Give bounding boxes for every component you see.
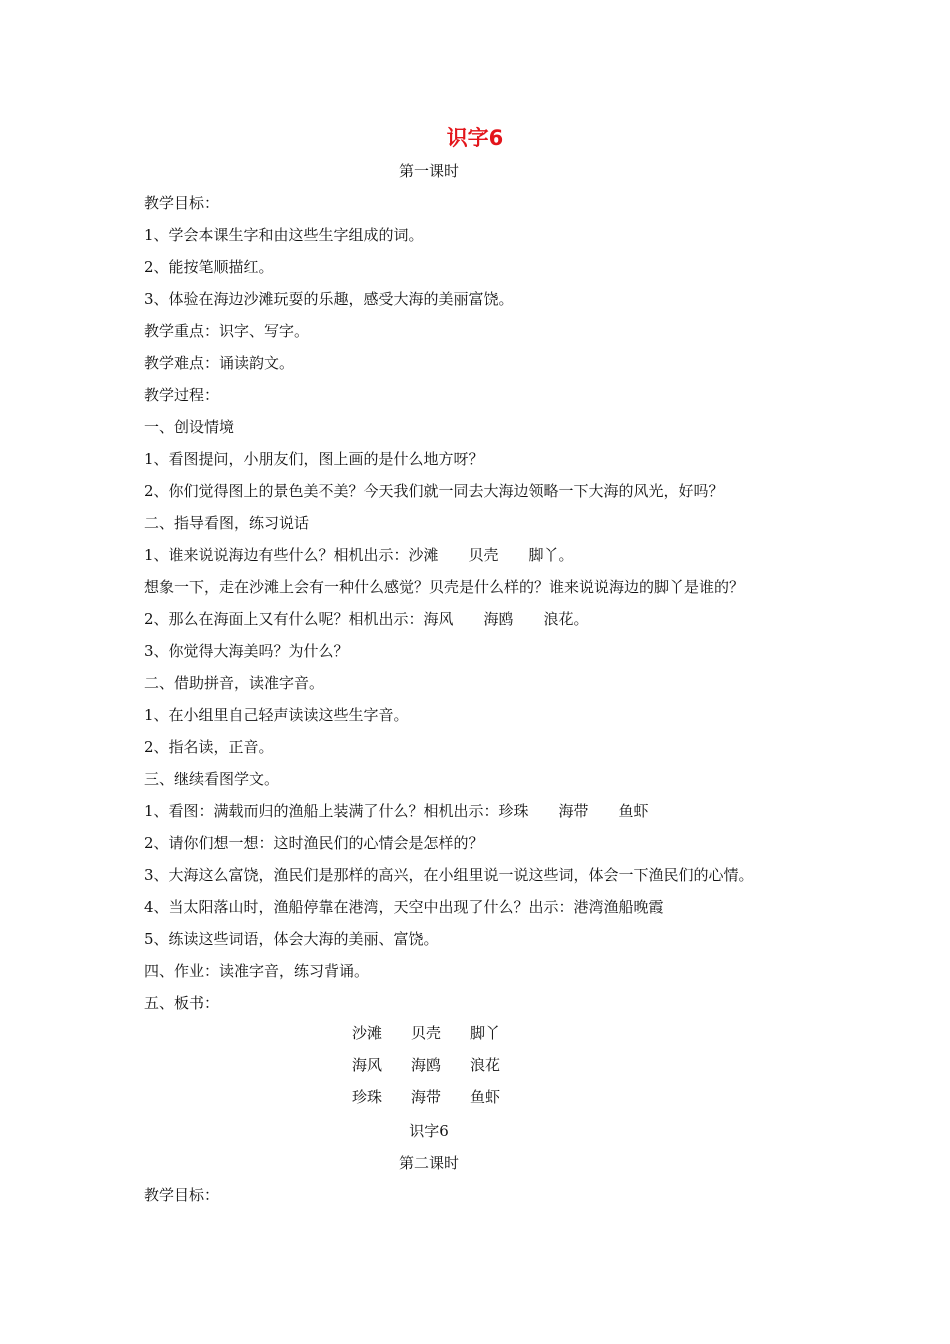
lesson-body [144,192,824,1024]
body-line: 2、你们觉得图上的景色美不美？今天我们就一同去大海边领略一下大海的风光，好吗？ [144,482,724,500]
board-word: 脚丫 [470,1024,501,1042]
lesson-one-heading: 第一课时 [398,162,459,180]
board-row [352,1022,552,1054]
body-line: 1、看图：满载而归的渔船上装满了什么？相机出示：珍珠 海带 鱼虾 [144,802,649,820]
board-word: 珍珠 [352,1088,383,1106]
lesson-two-heading: 第二课时 [398,1154,459,1172]
body-line: 二、指导看图，练习说话 [144,514,310,532]
body-line: 2、指名读，正音。 [144,738,274,756]
body-line: 教学过程： [144,386,220,404]
body-line: 教学目标： [144,194,220,212]
body-line: 5、练读这些词语，体会大海的美丽、富饶。 [144,930,439,948]
board-word: 海风 [352,1056,383,1074]
body-line: 4、当太阳落山时，渔船停靠在港湾，天空中出现了什么？出示：港湾渔船晚霞 [144,898,664,916]
body-line: 想象一下，走在沙滩上会有一种什么感觉？贝壳是什么样的？谁来说说海边的脚丫是谁的？ [144,578,745,596]
board-word: 贝壳 [411,1024,442,1042]
body-line: 3、你觉得大海美吗？为什么？ [144,642,349,660]
second-title: 识字6 [409,1122,449,1140]
board-word: 沙滩 [352,1024,383,1042]
board-word: 鱼虾 [470,1088,501,1106]
document-title: 识字6 [446,126,504,150]
body-line: 二、借助拼音，读准字音。 [144,674,325,692]
board-row [352,1086,552,1118]
board-word: 海带 [411,1088,442,1106]
body-line: 3、大海这么富饶，渔民们是那样的高兴，在小组里说一说这些词，体会一下渔民们的心情。 [144,866,754,884]
body-line: 1、谁来说说海边有些什么？相机出示：沙滩 贝壳 脚丫。 [144,546,574,564]
board-word: 海鸥 [411,1056,442,1074]
board-word: 浪花 [470,1056,501,1074]
body-line: 五、板书： [144,994,220,1012]
body-line: 2、请你们想一想：这时渔民们的心情会是怎样的？ [144,834,484,852]
body-line: 三、继续看图学文。 [144,770,280,788]
board-row [352,1054,552,1086]
body-line: 四、作业：读准字音，练习背诵。 [144,962,370,980]
body-line: 教学难点：诵读韵文。 [144,354,295,372]
body-line: 2、能按笔顺描红。 [144,258,274,276]
body-line: 教学重点：识字、写字。 [144,322,310,340]
blackboard-words [352,1022,552,1118]
body-line: 2、那么在海面上又有什么呢？相机出示：海风 海鸥 浪花。 [144,610,589,628]
final-line: 教学目标： [144,1186,220,1204]
body-line: 1、学会本课生字和由这些生字组成的词。 [144,226,424,244]
body-line: 1、在小组里自己轻声读读这些生字音。 [144,706,409,724]
body-line: 1、看图提问，小朋友们，图上画的是什么地方呀？ [144,450,484,468]
body-line: 一、创设情境 [144,418,235,436]
body-line: 3、体验在海边沙滩玩耍的乐趣，感受大海的美丽富饶。 [144,290,514,308]
